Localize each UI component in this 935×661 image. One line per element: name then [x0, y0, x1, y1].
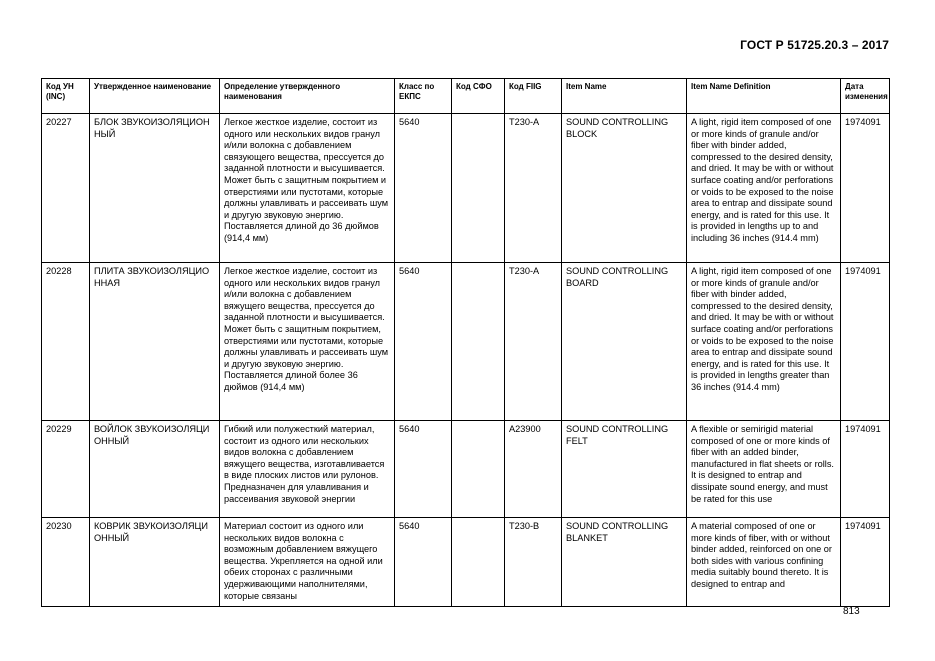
table-row [42, 518, 890, 607]
inc-cell: 20229 [42, 421, 90, 518]
date-cell: 1974091 [841, 114, 890, 263]
fsc-cell: 5640 [395, 421, 452, 518]
sfo-cell [452, 114, 505, 263]
item-name-cell: SOUND CONTROLLING BLANKET [562, 518, 687, 607]
item-definition-cell: A flexible or semirigid material composed of one or more kinds of fiber with an added binder, manufactured in flat sheets or rolls. It is designed to entrap and dissipate sound energy, and must be rated for this use [687, 421, 841, 518]
item-definition-cell: A light, rigid item composed of one or more kinds of granule and/or fiber with binder added, compressed to the desired density, and dried. It may be with or without surface coating and/or perforations or voids to be exposed to the noise area to entrap and dissipate sound energy, and is rated for this use. It is provided in lengths greater than 36 inches (914.4 mm) [687, 263, 841, 421]
sfo-cell [452, 518, 505, 607]
approved-name-text: ПЛИТА ЗВУКОИЗОЛЯЦИОННАЯ [94, 266, 210, 288]
fsc-cell: 5640 [395, 263, 452, 421]
definition-cell: Гибкий или полужесткий материал, состоит из одного или нескольких видов волокна с добавлением вяжущего вещества, изготавливается в виде плоских листов или рулонов. Предназначен для улавливания и рассеивания звуковой энергии [220, 421, 395, 518]
approved-name-cell [90, 114, 220, 263]
approved-name-text: КОВРИК ЗВУКОИЗОЛЯЦИОННЫЙ [94, 521, 208, 543]
catalog-table [41, 78, 890, 607]
column-header-approved-name: Утвержденное наименование [90, 79, 220, 114]
item-name-cell: SOUND CONTROLLING FELT [562, 421, 687, 518]
fiig-cell: T230-A [505, 263, 562, 421]
fiig-cell: T230-A [505, 114, 562, 263]
approved-name-cell [90, 263, 220, 421]
fiig-cell: T230-B [505, 518, 562, 607]
table-row [42, 114, 890, 263]
item-name-cell: SOUND CONTROLLING BOARD [562, 263, 687, 421]
date-cell: 1974091 [841, 421, 890, 518]
document-standard-header: ГОСТ Р 51725.20.3 – 2017 [740, 38, 889, 52]
fiig-cell: A23900 [505, 421, 562, 518]
approved-name-text: ВОЙЛОК ЗВУКОИЗОЛЯЦИОННЫЙ [94, 424, 210, 446]
table-header-row [42, 79, 890, 114]
column-header-inc: Код УН (INC) [42, 79, 90, 114]
fsc-cell: 5640 [395, 518, 452, 607]
approved-name-cell [90, 421, 220, 518]
item-definition-cell: A light, rigid item composed of one or more kinds of granule and/or fiber with binder added, compressed to the desired density, and dried. It may be with or without surface coating and/or perforations or voids to be exposed to the noise area to entrap and dissipate sound energy, and is rated for this use. It is provided in lengths up to and including 36 inches (914.4 mm) [687, 114, 841, 263]
column-header-item-name: Item Name [562, 79, 687, 114]
sfo-cell [452, 263, 505, 421]
column-header-fsc: Класс по ЕКПС [395, 79, 452, 114]
item-definition-cell: A material composed of one or more kinds of fiber, with or without binder added, reinforced on one or both sides with various confining media suitably bound thereto. It is designed to entrap and [687, 518, 841, 607]
definition-cell: Легкое жесткое изделие, состоит из одного или нескольких видов гранул и/или волокна с добавлением связующего вещества, прессуется до заданной плотности и высушивается. Может быть с защитным покрытием и отверстиями или пустотами, которые должны улавливать и рассеивать шум и другую звуковую энергию. Поставляется длиной до 36 дюймов (914,4 мм) [220, 114, 395, 263]
definition-cell: Легкое жесткое изделие, состоит из одного или нескольких видов гранул и/или волокна с добавлением вяжущего вещества, прессуется до заданной плотности и высушивается. Может быть с защитным покрытием, отверстиями или пустотами, которые должны улавливать и рассеивать шум и другую звуковую энергию. Поставляется длиной более 36 дюймов (914,4 мм) [220, 263, 395, 421]
fsc-cell: 5640 [395, 114, 452, 263]
date-cell: 1974091 [841, 263, 890, 421]
table-row [42, 421, 890, 518]
column-header-item-definition: Item Name Definition [687, 79, 841, 114]
column-header-date: Дата изменения [841, 79, 890, 114]
table-row [42, 263, 890, 421]
column-header-fiig: Код FIIG [505, 79, 562, 114]
definition-cell: Материал состоит из одного или нескольких видов волокна с возможным добавлением вяжущего вещества. Укрепляется на одной или обеих сторонах с различными удерживающими наполнителями, которые связаны [220, 518, 395, 607]
item-name-cell: SOUND CONTROLLING BLOCK [562, 114, 687, 263]
inc-cell: 20230 [42, 518, 90, 607]
inc-cell: 20228 [42, 263, 90, 421]
column-header-definition: Определение утвержденного наименования [220, 79, 395, 114]
approved-name-text: БЛОК ЗВУКОИЗОЛЯЦИОННЫЙ [94, 117, 210, 139]
date-cell: 1974091 [841, 518, 890, 607]
page-number: 813 [843, 606, 860, 617]
column-header-sfo: Код СФО [452, 79, 505, 114]
sfo-cell [452, 421, 505, 518]
inc-cell: 20227 [42, 114, 90, 263]
approved-name-cell [90, 518, 220, 607]
